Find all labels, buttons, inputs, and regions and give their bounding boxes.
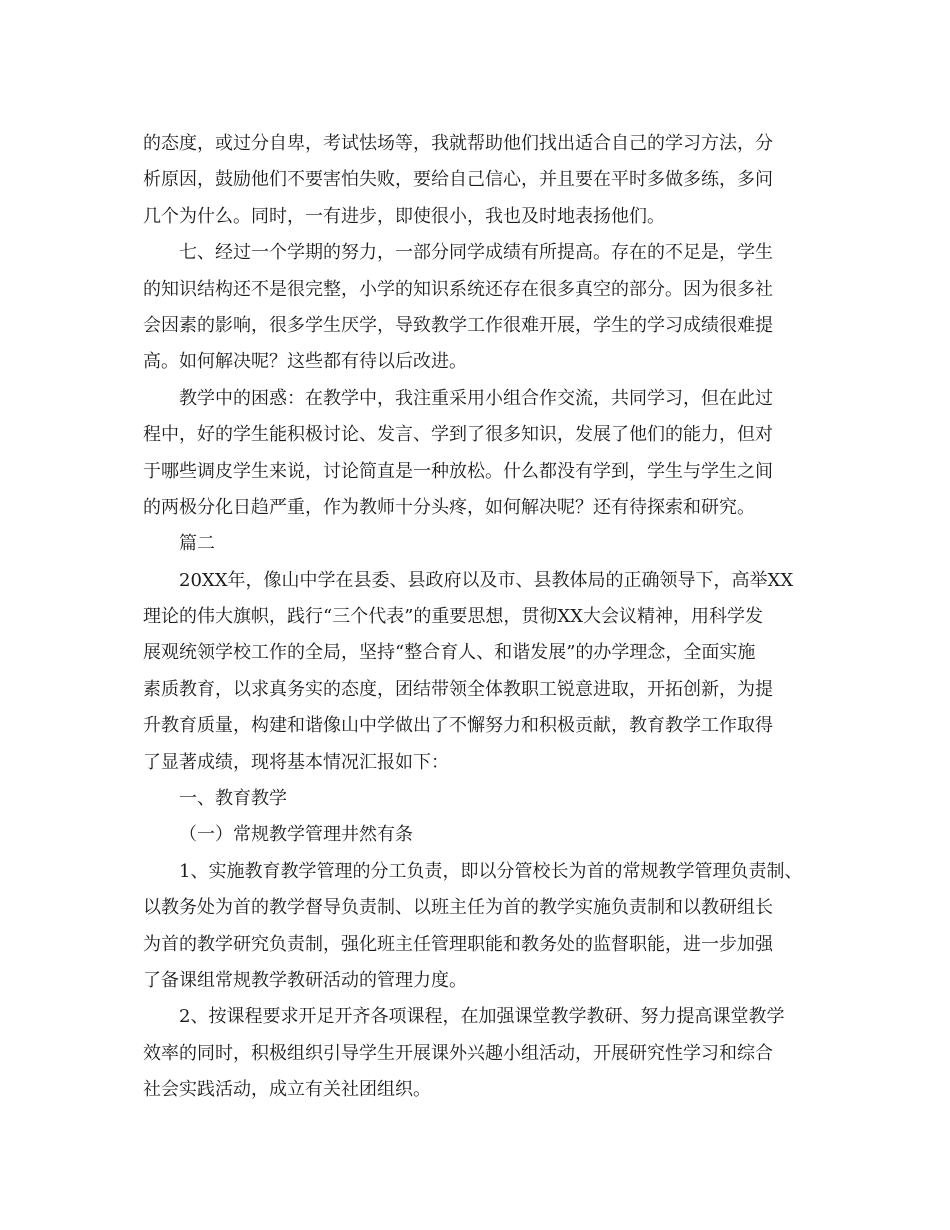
- paragraph-line: 析原因，鼓励他们不要害怕失败，要给自己信心，并且要在平时多做多练，多问: [143, 169, 773, 191]
- paragraph-line: 为首的教学研究负责制，强化班主任管理职能和教务处的监督职能，进一步加强: [143, 933, 773, 955]
- paragraph-first-line: 2、按课程要求开足开齐各项课程，在加强课堂教学教研、努力提高课堂教学: [179, 1006, 785, 1028]
- paragraph-line: 会因素的影响，很多学生厌学，导致教学工作很难开展，学生的学习成绩很难提: [143, 314, 773, 336]
- paragraph-first-line: 篇二: [179, 533, 215, 555]
- document-body: [143, 126, 813, 1109]
- paragraph-first-line: 20XX年，像山中学在县委、县政府以及市、县教体局的正确领导下，高举XX: [179, 569, 794, 591]
- paragraph-line: 几个为什么。同时，一有进步，即使很小，我也及时地表扬他们。: [143, 205, 665, 227]
- paragraph-line: 程中，好的学生能积极讨论、发言、学到了很多知识，发展了他们的能力，但对: [143, 424, 773, 446]
- paragraph-first-line: 教学中的困惑：在教学中，我注重采用小组合作交流，共同学习，但在此过: [179, 387, 773, 409]
- paragraph-line: 了显著成绩，现将基本情况汇报如下：: [143, 751, 449, 773]
- paragraph-line: 素质教育，以求真务实的态度，团结带领全体教职工锐意进取，开拓创新，为提: [143, 678, 773, 700]
- paragraph-line: 了备课组常规教学教研活动的管理力度。: [143, 969, 467, 991]
- paragraph-first-line: （一）常规教学管理井然有条: [179, 824, 413, 846]
- paragraph-line: 展观统领学校工作的全局，坚持“整合育人、和谐发展”的办学理念，全面实施: [143, 642, 756, 664]
- paragraph-line: 于哪些调皮学生来说，讨论简直是一种放松。什么都没有学到，学生与学生之间: [143, 460, 773, 482]
- paragraph-first-line: 七、经过一个学期的努力，一部分同学成绩有所提高。存在的不足是，学生: [179, 242, 773, 264]
- paragraph-line: 以教务处为首的教学督导负责制、以班主任为首的教学实施负责制和以教研组长: [143, 897, 773, 919]
- paragraph-first-line: 1、实施教育教学管理的分工负责，即以分管校长为首的常规教学管理负责制、: [179, 860, 803, 882]
- paragraph-line: 社会实践活动，成立有关社团组织。: [143, 1079, 431, 1101]
- paragraph-first-line: 一、教育教学: [179, 788, 287, 810]
- paragraph-line: 的知识结构还不是很完整，小学的知识系统还存在很多真空的部分。因为很多社: [143, 278, 773, 300]
- paragraph-line: 高。如何解决呢？这些都有待以后改进。: [143, 351, 467, 373]
- paragraph-line: 的态度，或过分自卑，考试怯场等，我就帮助他们找出适合自己的学习方法，分: [143, 133, 773, 154]
- paragraph-line: 理论的伟大旗帜，践行“三个代表”的重要思想，贯彻XX大会议精神，用科学发: [143, 606, 764, 628]
- paragraph-line: 效率的同时，积极组织引导学生开展课外兴趣小组活动，开展研究性学习和综合: [143, 1042, 773, 1064]
- paragraph-line: 的两极分化日趋严重，作为教师十分头疼，如何解决呢？还有待探索和研究。: [143, 496, 755, 518]
- paragraph-line: 升教育质量，构建和谐像山中学做出了不懈努力和积极贡献，教育教学工作取得: [143, 715, 773, 737]
